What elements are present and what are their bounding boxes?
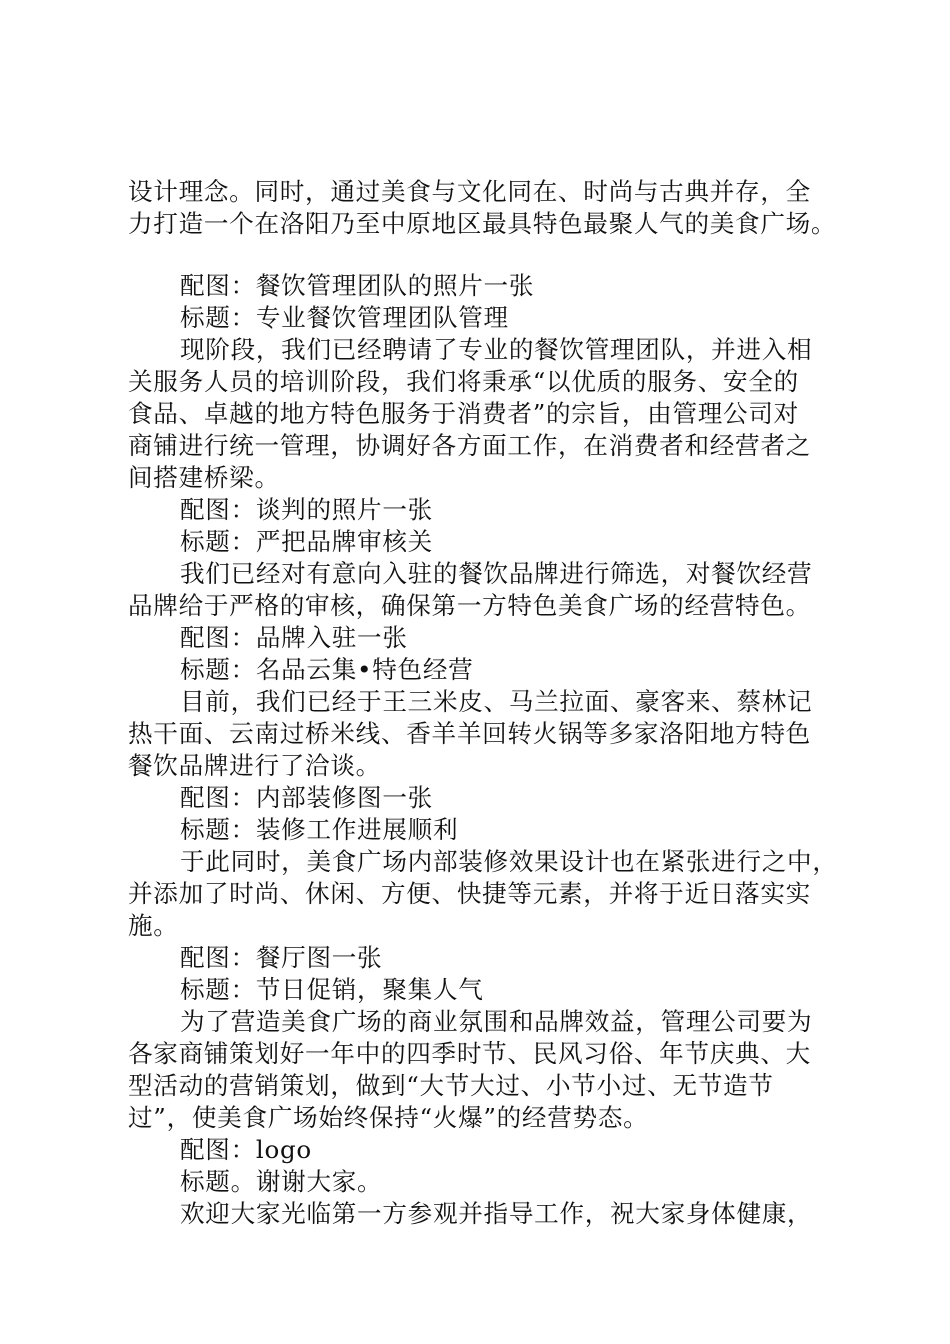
image-caption: 配图：餐厅图一张	[180, 943, 383, 972]
body-text-line: 型活动的营销策划，做到“大节大过、小节小过、无节造节	[128, 1071, 774, 1100]
body-text-line: 现阶段，我们已经聘请了专业的餐饮管理团队，并进入相	[180, 335, 813, 364]
body-text-line: 商铺进行统一管理，协调好各方面工作，在消费者和经营者之	[128, 431, 811, 460]
image-caption: 配图：餐饮管理团队的照片一张	[180, 271, 535, 300]
document-body	[128, 176, 838, 1230]
body-text-line: 力打造一个在洛阳乃至中原地区最具特色最聚人气的美食广场。	[128, 209, 837, 238]
section-title: 标题：节日促销，聚集人气	[180, 975, 484, 1004]
section-title: 标题。谢谢大家。	[180, 1167, 383, 1196]
image-caption: 配图：谈判的照片一张	[180, 495, 433, 524]
body-text-line: 间搭建桥梁。	[128, 463, 280, 492]
paragraph-gap	[128, 240, 831, 270]
body-text-line: 欢迎大家光临第一方参观并指导工作，祝大家身体健康，	[180, 1199, 813, 1228]
image-caption: 配图：内部装修图一张	[180, 783, 433, 812]
body-text-line: 关服务人员的培训阶段，我们将秉承“以优质的服务、安全的	[128, 367, 799, 396]
section-title: 标题：严把品牌审核关	[180, 527, 433, 556]
body-text-line: 各家商铺策划好一年中的四季时节、民风习俗、年节庆典、大	[128, 1039, 811, 1068]
body-text-line: 施。	[128, 911, 179, 940]
body-text-line: 食品、卓越的地方特色服务于消费者”的宗旨，由管理公司对	[128, 399, 799, 428]
body-text-line: 品牌给于严格的审核，确保第一方特色美食广场的经营特色。	[128, 591, 811, 620]
body-text-line: 于此同时，美食广场内部装修效果设计也在紧张进行之中，	[180, 847, 838, 876]
body-text-line: 餐饮品牌进行了洽谈。	[128, 751, 381, 780]
body-text-line: 并添加了时尚、休闲、方便、快捷等元素，并将于近日落实实	[128, 879, 811, 908]
body-text-line: 目前，我们已经于王三米皮、马兰拉面、豪客来、蔡林记	[180, 687, 813, 716]
image-caption: 配图：logo	[180, 1135, 312, 1164]
body-text-line: 设计理念。同时，通过美食与文化同在、时尚与古典并存，全	[128, 177, 811, 206]
body-text-line: 过”，使美食广场始终保持“火爆”的经营势态。	[128, 1103, 649, 1132]
image-caption: 配图：品牌入驻一张	[180, 623, 408, 652]
section-title: 标题：专业餐饮管理团队管理	[180, 303, 509, 332]
body-text-line: 热干面、云南过桥米线、香羊羊回转火锅等多家洛阳地方特色	[128, 719, 811, 748]
section-title: 标题：装修工作进展顺利	[180, 815, 459, 844]
body-text-line: 为了营造美食广场的商业氛围和品牌效益，管理公司要为	[180, 1007, 813, 1036]
body-text-line: 我们已经对有意向入驻的餐饮品牌进行筛选，对餐饮经营	[180, 559, 813, 588]
section-title: 标题：名品云集•特色经营	[180, 655, 474, 684]
